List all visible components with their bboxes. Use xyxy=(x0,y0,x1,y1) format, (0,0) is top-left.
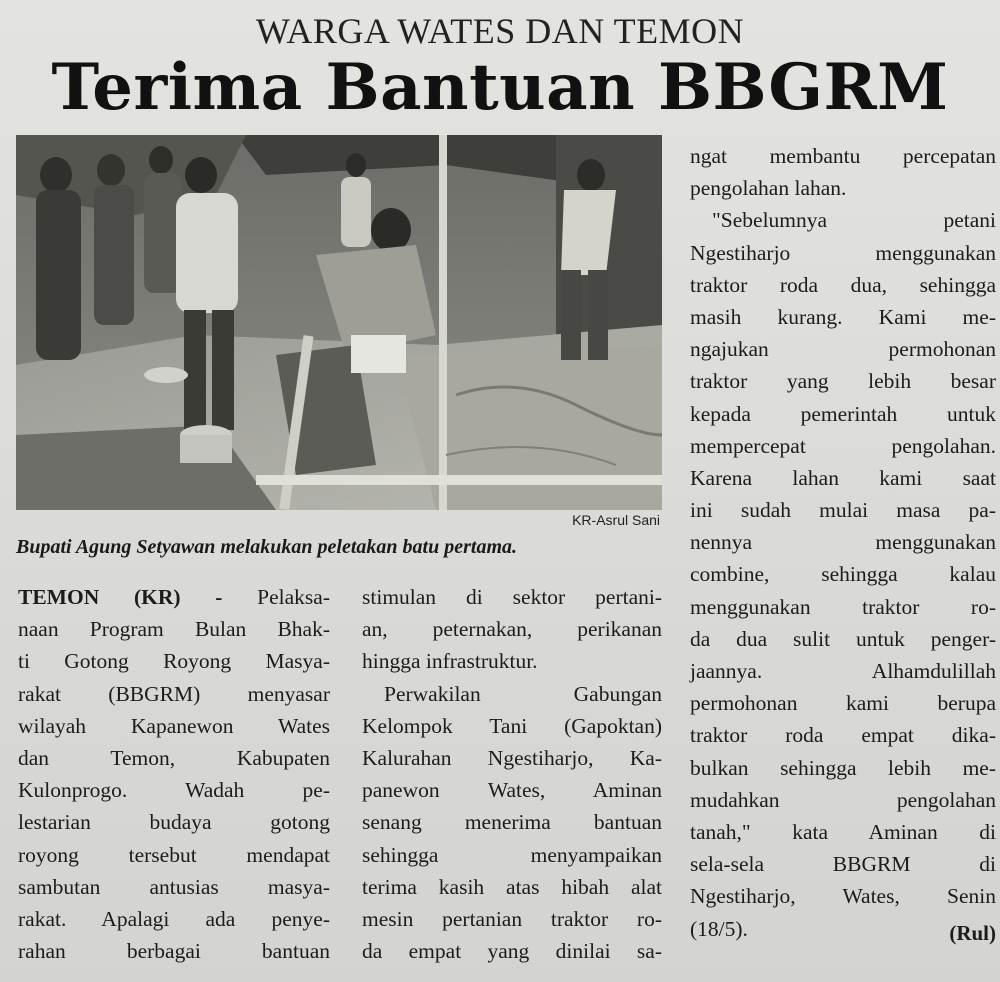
headline: Terima Bantuan BBGRM xyxy=(51,50,949,125)
article-line: senang menerima bantuan xyxy=(362,810,662,835)
article-line: bulkan sehingga lebih me- xyxy=(690,755,996,780)
article-line: menggunakan traktor ro- xyxy=(690,594,996,619)
article-column-2 xyxy=(362,581,662,967)
article-line: Kulonprogo. Wadah pe- xyxy=(18,778,330,803)
article-line: hingga infrastruktur. xyxy=(362,649,538,674)
article-line: ini sudah mulai masa pa- xyxy=(690,498,996,523)
article-column-3 xyxy=(690,140,996,945)
article-line: tanah," kata Aminan di xyxy=(690,819,996,844)
article-line: Karena lahan kami saat xyxy=(690,465,996,490)
article-line: permohonan kami berupa xyxy=(690,691,996,716)
article-line: traktor roda empat dika- xyxy=(690,723,996,748)
article-line: sehingga menyampaikan xyxy=(362,842,662,867)
author-signature: (Rul) xyxy=(949,921,996,945)
kicker: WARGA WATES DAN TEMON xyxy=(255,11,745,51)
article-line: mudahkan pengolahan xyxy=(690,787,996,812)
photo-illustration xyxy=(16,135,662,510)
article-line: Ngestiharjo menggunakan xyxy=(690,240,996,265)
article-line: stimulan di sektor pertani- xyxy=(362,585,662,609)
article-line: mesin pertanian traktor ro- xyxy=(362,906,662,931)
article-line: (18/5). xyxy=(690,916,748,941)
article-line: naan Program Bulan Bhak- xyxy=(18,617,330,642)
article-line: Kalurahan Ngestiharjo, Ka- xyxy=(362,745,662,770)
article-line: wilayah Kapanewon Wates xyxy=(18,713,330,738)
article-line: lestarian budaya gotong xyxy=(18,810,330,835)
article-line: nennya menggunakan xyxy=(690,530,996,555)
article-line: da empat yang dinilai sa- xyxy=(362,939,662,964)
article-line: traktor roda dua, sehingga xyxy=(690,272,996,297)
article-line: mempercepat pengolahan. xyxy=(690,433,996,458)
article-line: royong tersebut mendapat xyxy=(18,842,330,867)
news-photo xyxy=(16,135,662,510)
article-line: kepada pemerintah untuk xyxy=(690,401,996,426)
article-line: dan Temon, Kabupaten xyxy=(18,745,330,770)
article-line: "Sebelumnya petani xyxy=(712,208,996,233)
article-line: da dua sulit untuk penger- xyxy=(690,626,996,651)
article-line: Kelompok Tani (Gapoktan) xyxy=(362,713,662,738)
photo-caption: Bupati Agung Setyawan melakukan peletakan batu pertama. xyxy=(16,536,517,558)
article-line: ti Gotong Royong Masya- xyxy=(18,649,330,674)
article-line: ngat membantu percepatan xyxy=(690,144,996,168)
article-line: terima kasih atas hibah alat xyxy=(362,874,662,899)
article-column-1 xyxy=(18,581,330,967)
article-line: an, peternakan, perikanan xyxy=(362,617,662,642)
article-line: panewon Wates, Aminan xyxy=(362,778,662,803)
article-line: sela-sela BBGRM di xyxy=(690,852,996,877)
dateline: TEMON (KR) - xyxy=(18,585,223,609)
article-line: Perwakilan Gabungan xyxy=(384,681,662,706)
article-line: Ngestiharjo, Wates, Senin xyxy=(690,884,996,909)
article-line: rahan berbagai bantuan xyxy=(18,939,330,964)
article-line: ngajukan permohonan xyxy=(690,337,996,362)
article-line: masih kurang. Kami me- xyxy=(690,304,996,329)
article-line: TEMON (KR) - Pelaksa- xyxy=(18,585,330,609)
article-line: rakat (BBGRM) menyasar xyxy=(18,681,330,706)
article-line: pengolahan lahan. xyxy=(690,176,847,201)
article-line: sambutan antusias masya- xyxy=(18,874,330,899)
photo-credit: KR-Asrul Sani xyxy=(572,512,660,528)
article-line: rakat. Apalagi ada penye- xyxy=(18,906,330,931)
article-line: jaannya. Alhamdulillah xyxy=(690,659,996,683)
article-line: traktor yang lebih besar xyxy=(690,369,996,394)
article-line: combine, sehingga kalau xyxy=(690,562,996,587)
